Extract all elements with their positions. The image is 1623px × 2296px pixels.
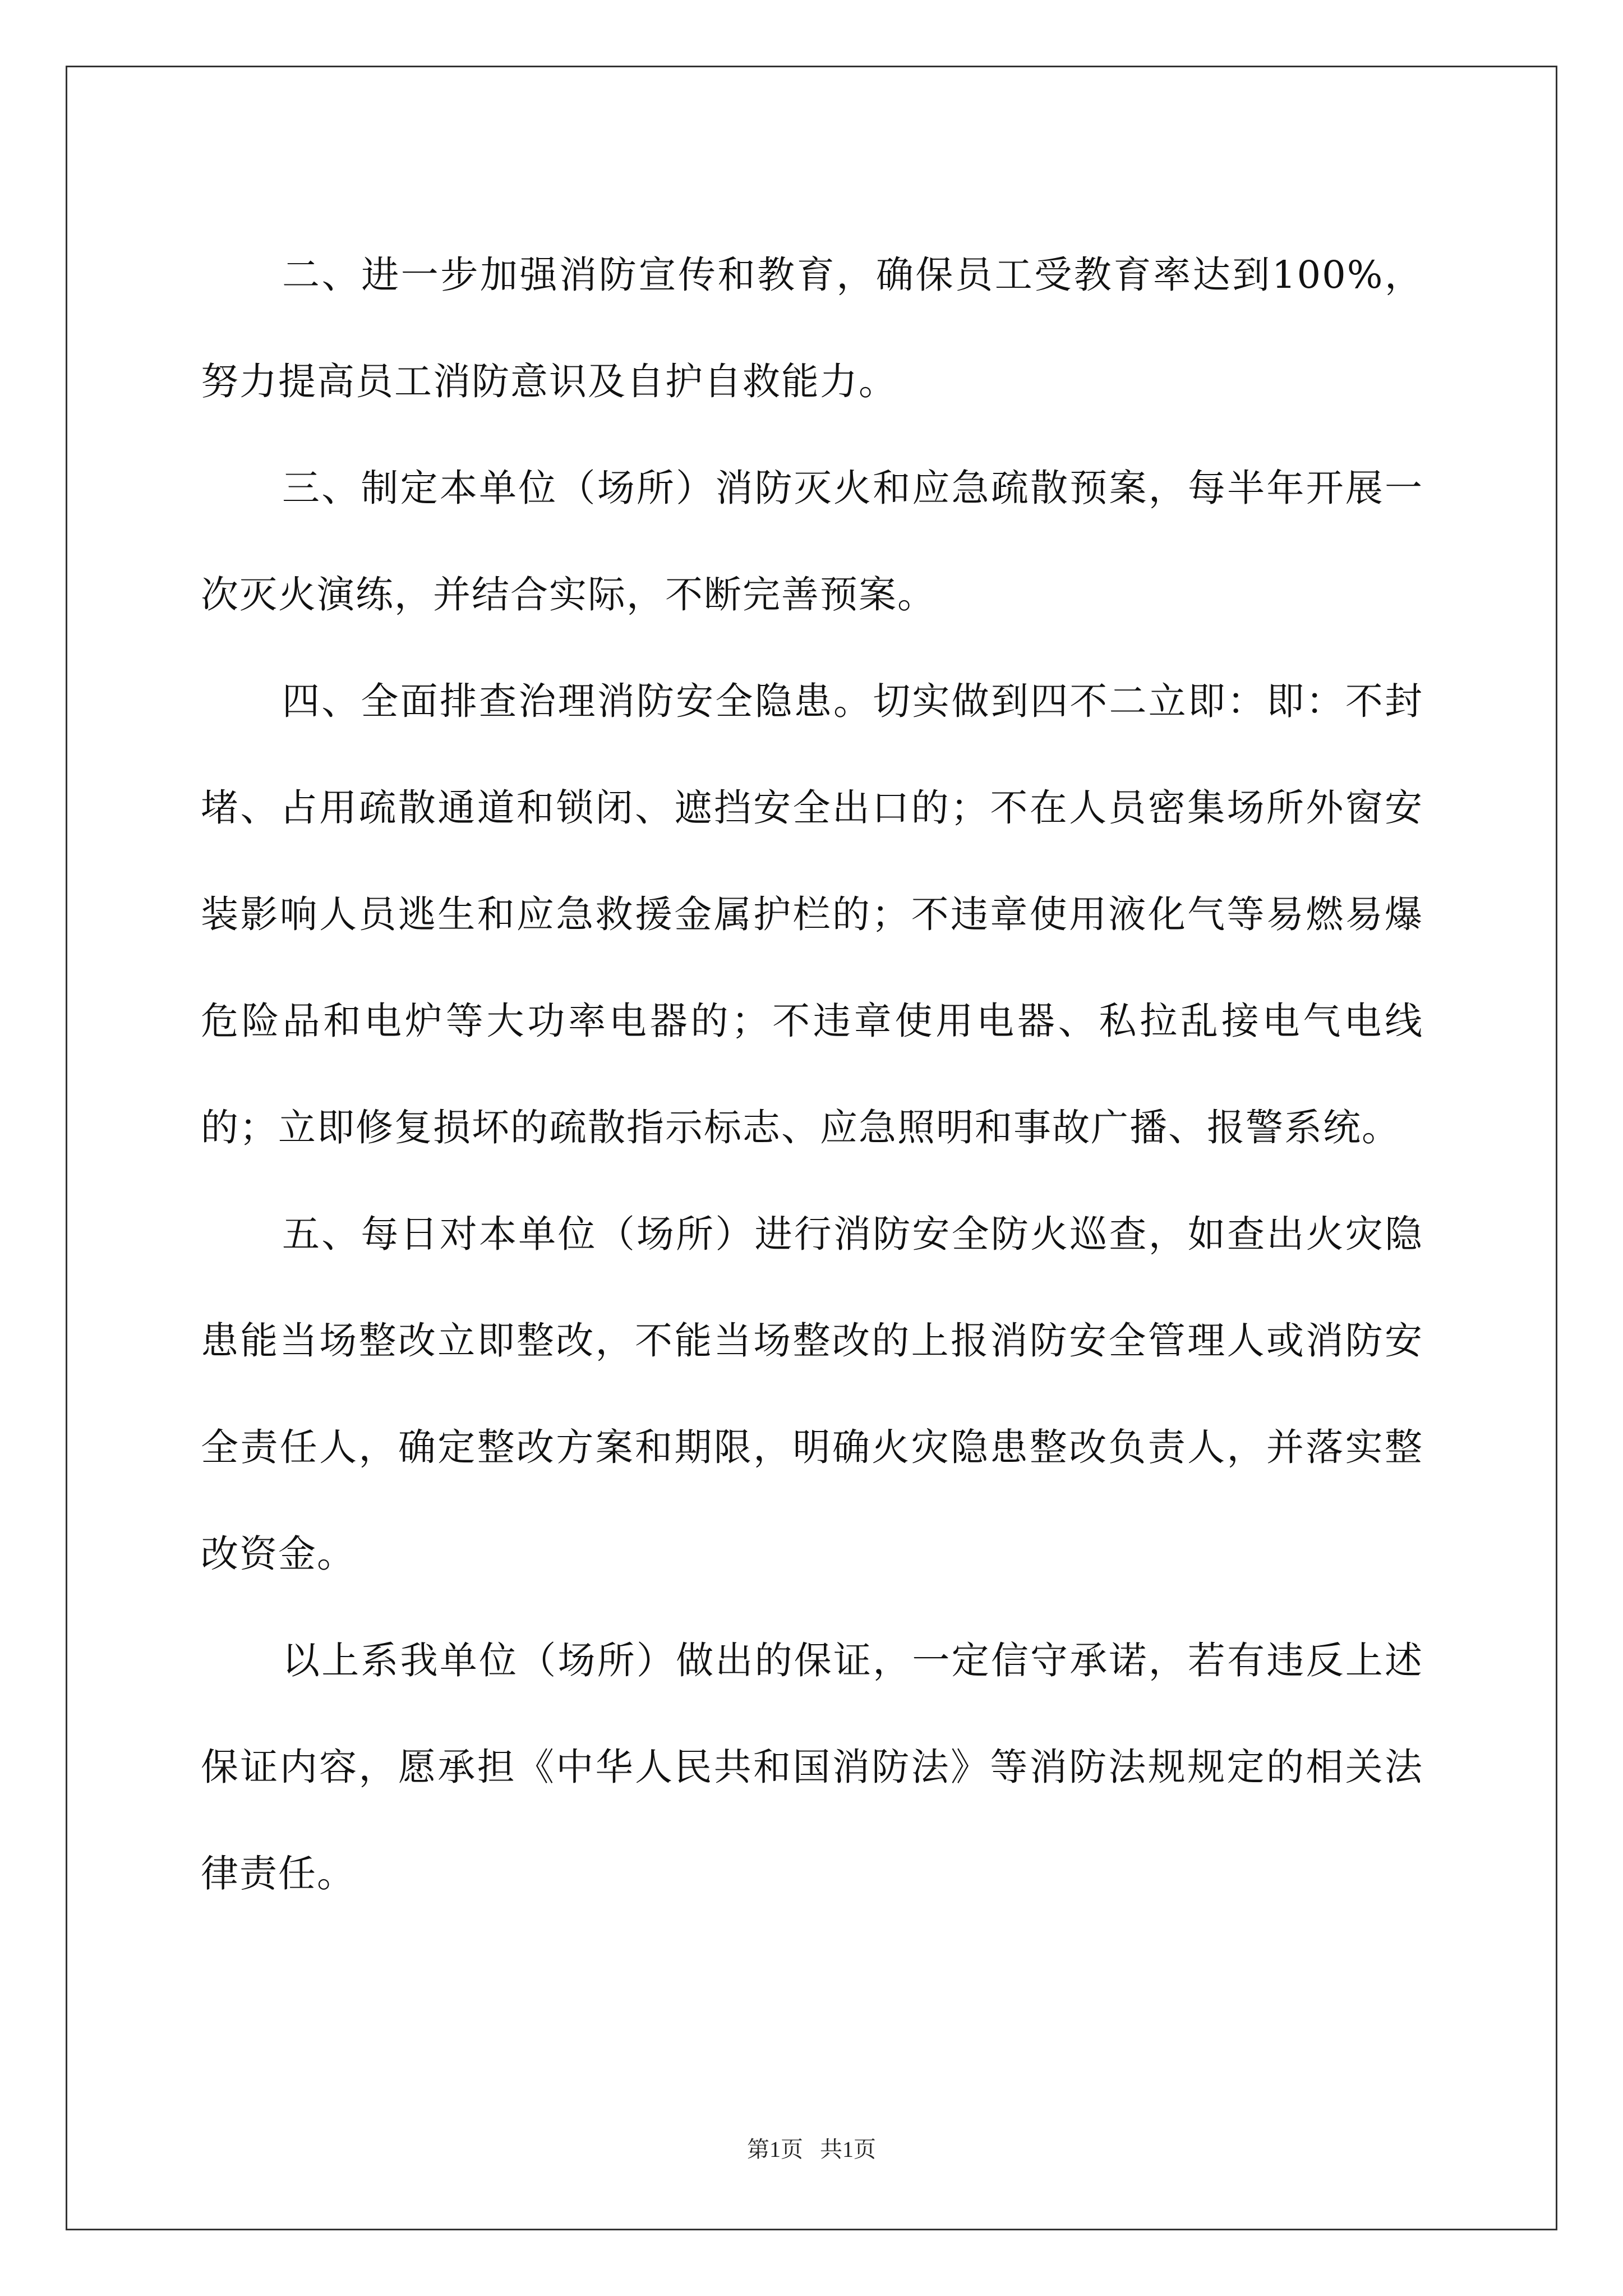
page-number: 第1页	[747, 2137, 803, 2162]
paragraph-5: 五、每日对本单位（场所）进行消防安全防火巡查，如查出火灾隐患能当场整改立即整改，不能当场整改的上报消防安全管理人或消防安全责任人，确定整改方案和期限，明确火灾隐患整改负责人，并落实整改资金。	[201, 1212, 1423, 1576]
paragraph-4: 四、全面排查治理消防安全隐患。切实做到四不二立即：即：不封堵、占用疏散通道和锁闭、遮挡安全出口的；不在人员密集场所外窗安装影响人员逃生和应急救援金属护栏的；不违章使用液化气等易燃易爆危险品和电炉等大功率电器的；不违章使用电器、私拉乱接电气电线的；立即修复损坏的疏散指示标志、应急照明和事故广播、报警系统。	[201, 679, 1423, 1149]
page-total: 共1页	[820, 2137, 876, 2162]
paragraph-3: 三、制定本单位（场所）消防灭火和应急疏散预案，每半年开展一次灭火演练，并结合实际，不断完善预案。	[201, 466, 1423, 616]
page-footer	[0, 2132, 1623, 2164]
paragraph-2: 二、进一步加强消防宣传和教育，确保员工受教育率达到100%，努力提高员工消防意识及自护自救能力。	[201, 253, 1423, 403]
paragraph-closing: 以上系我单位（场所）做出的保证，一定信守承诺，若有违反上述保证内容，愿承担《中华人民共和国消防法》等消防法规规定的相关法律责任。	[201, 1639, 1423, 1895]
document-body	[201, 222, 1423, 1927]
